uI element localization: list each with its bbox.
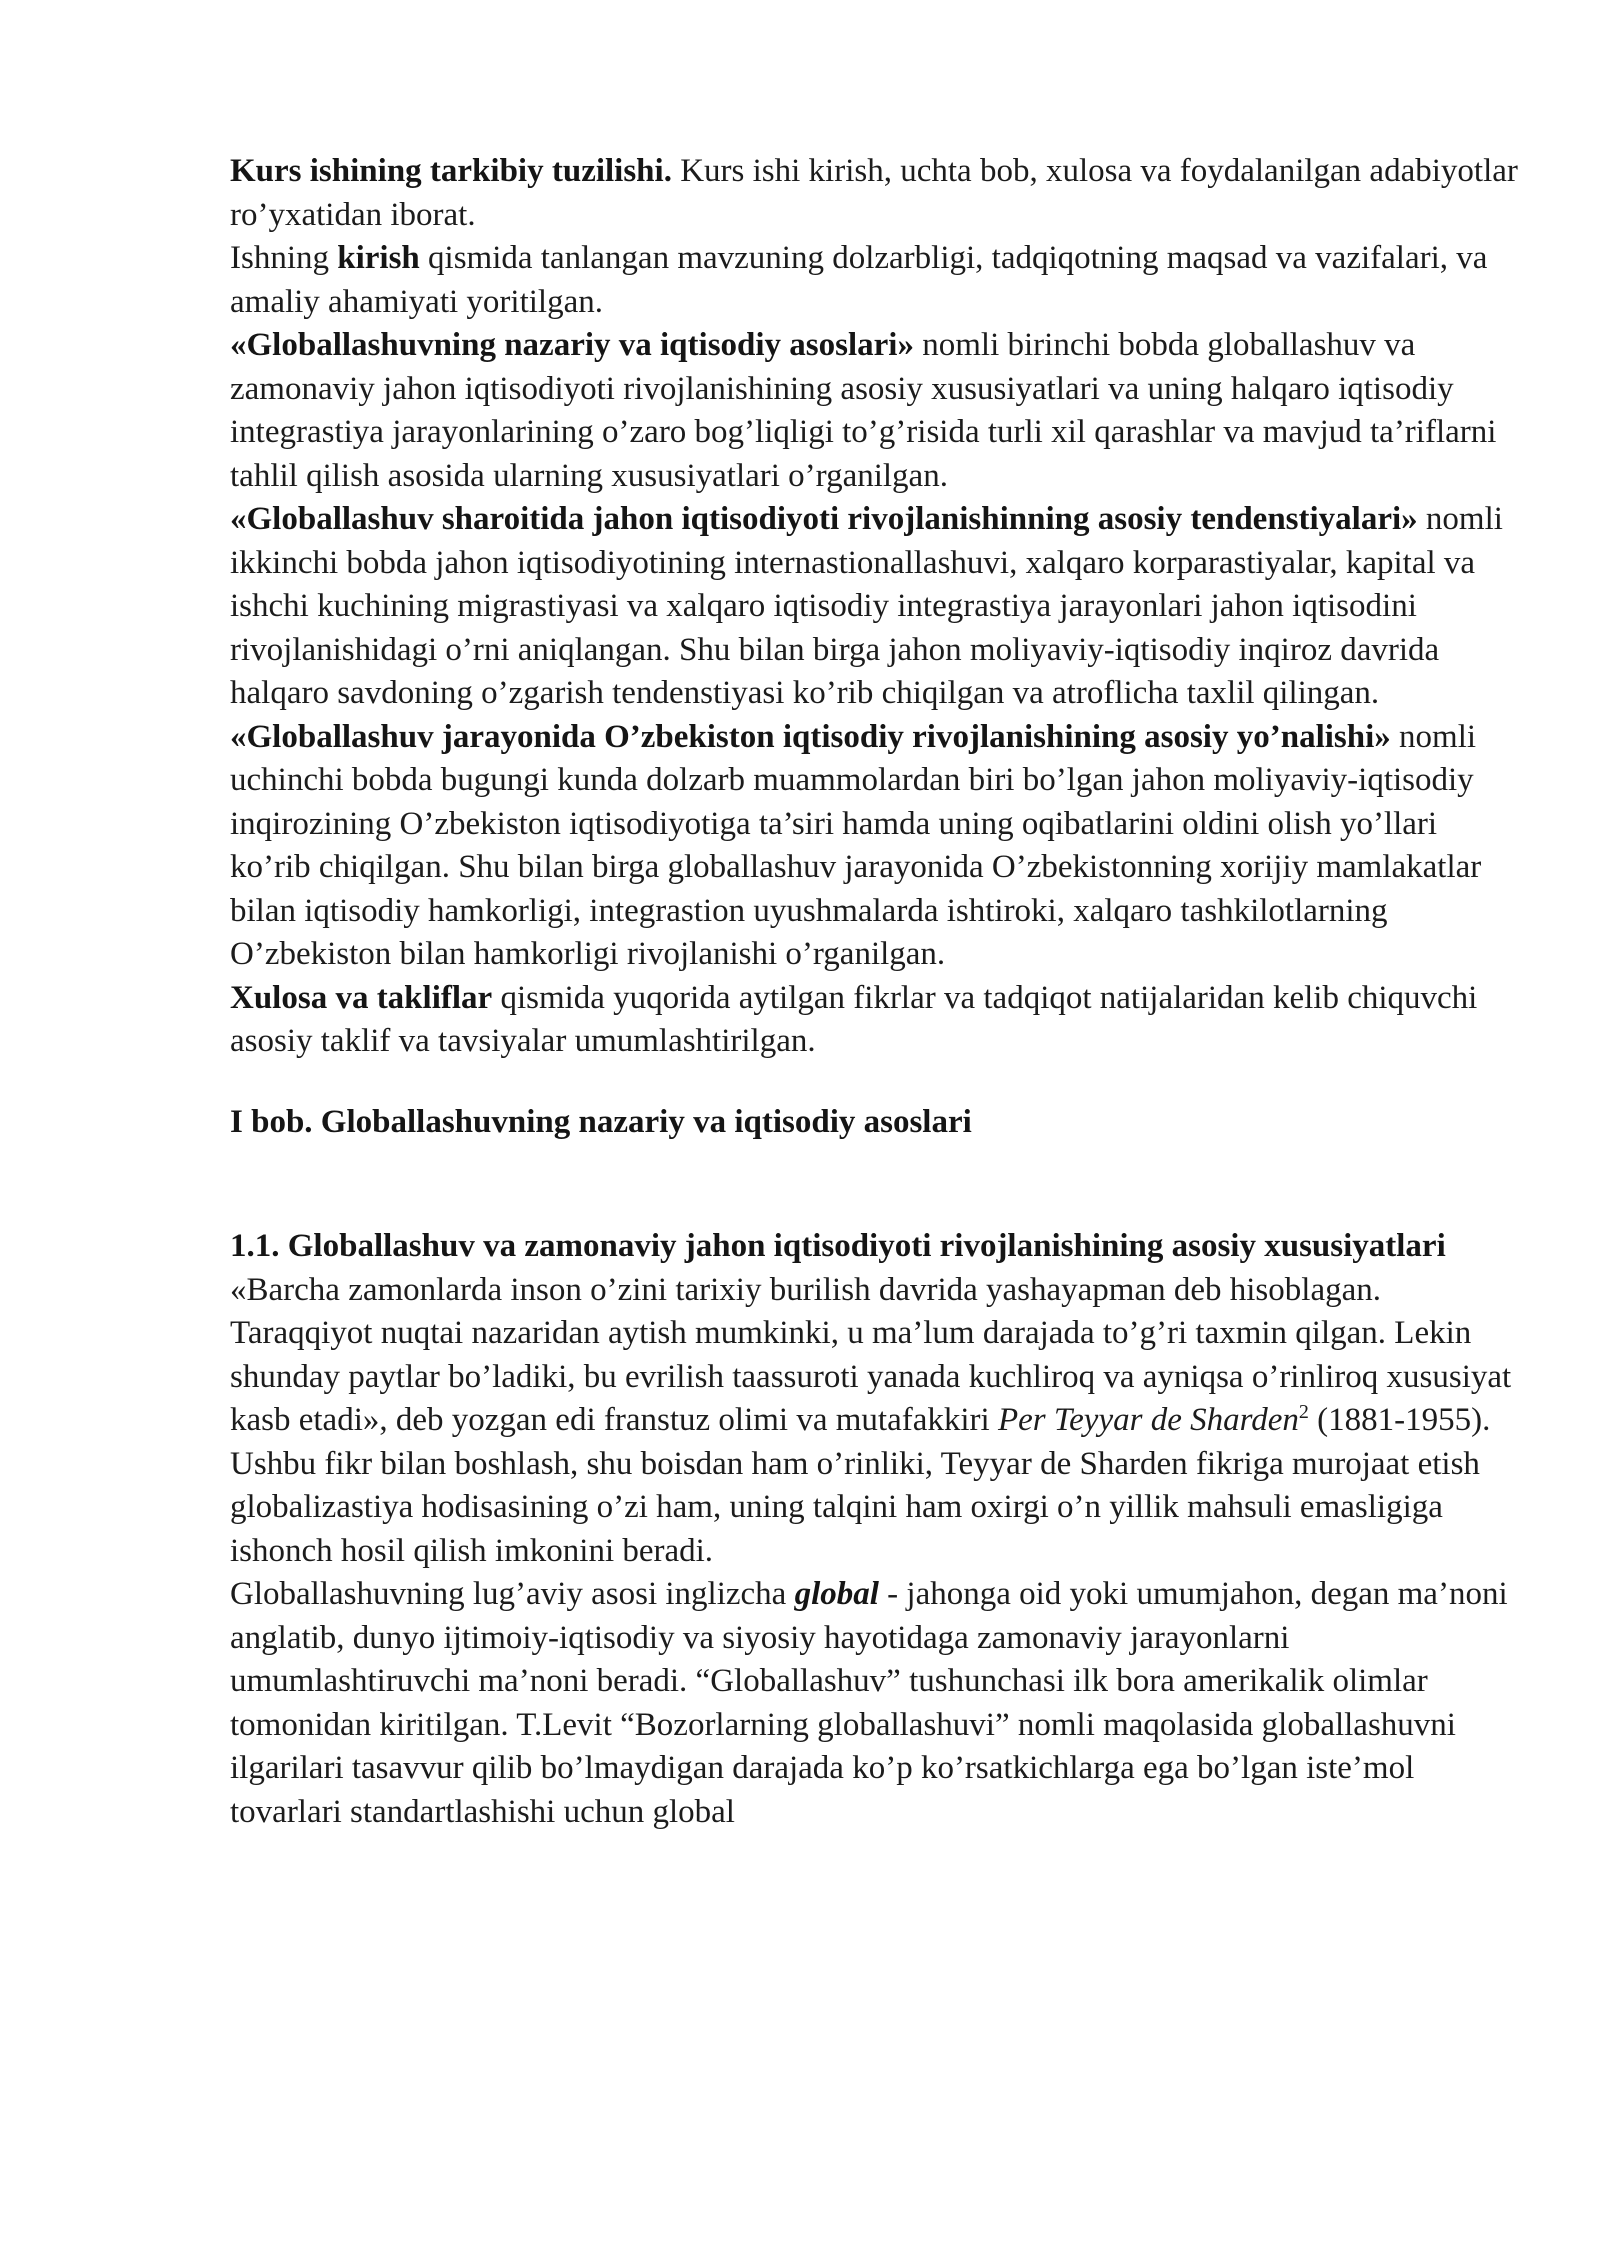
- chapter2-summary-title: «Globallashuv sharoitida jahon iqtisodiyoti rivojlanishinning asosiy tendenstiyalari»: [230, 501, 1418, 537]
- global-term-italic: global: [794, 1576, 879, 1612]
- global-post: - jahonga oid yoki umumjahon, degan ma’noni anglatib, dunyo ijtimoiy-iqtisodiy va siyosiy hayotidaga zamonaviy jarayonlarni umumlashtiruvchi ma’noni beradi. “Globallashuv” tushunchasi ilk bora amerikalik olimlar tomonidan kiritilgan. T.Levit “Bozorlarning globallashuvi” nomli maqolasida globallashuvni ilgarilari tasavvur qilib bo’lmaydigan darajada ko’p ko’rsatkichlarga ega bo’lgan iste’mol tovarlari standartlashishi uchun global: [230, 1576, 1508, 1830]
- spacer: [230, 1144, 1520, 1225]
- intro-bold: kirish: [337, 240, 420, 276]
- structure-lead: Kurs ishining tarkibiy tuzilishi.: [230, 153, 672, 189]
- chapter1-summary-paragraph: [230, 324, 1520, 498]
- quote-post: (1881-1955). Ushbu fikr bilan boshlash, shu boisdan ham o’rinliki, Teyyar de Sharden fikriga murojaat etish globalizastiya hodisasining o’zi ham, uning talqini ham oxirgi o’n yillik mahsuli emasligiga ishonch hosil qilish imkonini beradi.: [230, 1402, 1491, 1569]
- footnote-marker[interactable]: 2: [1298, 1401, 1309, 1423]
- conclusion-paragraph: [230, 977, 1520, 1064]
- chapter2-summary-paragraph: [230, 498, 1520, 716]
- global-paragraph: [230, 1573, 1520, 1834]
- chapter3-summary-paragraph: [230, 716, 1520, 977]
- document-body: [230, 150, 1520, 1834]
- chapter1-summary-title: «Globallashuvning nazariy va iqtisodiy asoslari»: [230, 327, 914, 363]
- conclusion-bold: Xulosa va takliflar: [230, 979, 493, 1016]
- chapter2-summary-text: nomli ikkinchi bobda jahon iqtisodiyotining internastionallashuvi, xalqaro korparastiyalar, kapital va ishchi kuchining migrastiyasi va xalqaro iqtisodiy integrastiya jarayonlari jahon iqtisodini rivojlanishidagi o’rni aniqlangan. Shu bilan birga jahon moliyaviy-iqtisodiy inqiroz davrida halqaro savdoning o’zgarish tendenstiyasi ko’rib chiqilgan va atroflicha taxlil qilingan.: [230, 501, 1503, 711]
- chapter1-summary-text: nomli birinchi bobda globallashuv va zamonaviy jahon iqtisodiyoti rivojlanishining asosiy xususiyatlari va uning halqaro iqtisodiy integrastiya jarayonlarining o’zaro bog’liqligi to’g’risida turli xil qarashlar va mavjud ta’riflarni tahlil qilish asosida ularning xususiyatlari o’rganilgan.: [230, 327, 1497, 494]
- structure-text: Kurs ishi kirish, uchta bob, xulosa va foydalanilgan adabiyotlar ro’yxatidan iborat.: [230, 153, 1518, 233]
- intro-post: qismida tanlangan mavzuning dolzarbligi, tadqiqotning maqsad va vazifalari, va amaliy ahamiyati yoritilgan.: [230, 240, 1488, 320]
- conclusion-text: qismida yuqorida aytilgan fikrlar va tadqiqot natijalaridan kelib chiquvchi asosiy taklif va tavsiyalar umumlashtirilgan.: [230, 979, 1478, 1059]
- section-heading: 1.1. Globallashuv va zamonaviy jahon iqtisodiyoti rivojlanishining asosiy xususiyatlari: [230, 1228, 1446, 1264]
- global-pre: Globallashuvning lug’aviy asosi inglizcha: [230, 1576, 795, 1612]
- chapter3-summary-text: nomli uchinchi bobda bugungi kunda dolzarb muammolardan biri bo’lgan jahon moliyaviy-iqtisodiy inqirozining O’zbekiston iqtisodiyotiga ta’siri hamda uning oqibatlarini oldini olish yo’llari ko’rib chiqilgan. Shu bilan birga globallashuv jarayonida O’zbekistonning xorijiy mamlakatlar bilan iqtisodiy hamkorligi, integrastion uyushmalarda ishtiroki, xalqaro tashkilotlarning O’zbekiston bilan hamkorligi rivojlanishi o’rganilgan.: [230, 718, 1482, 972]
- spacer: [230, 1064, 1520, 1101]
- structure-paragraph: [230, 150, 1520, 237]
- intro-pre: Ishning: [230, 240, 338, 276]
- quote-pre: «Barcha zamonlarda inson o’zini tarixiy burilish davrida yashayapman deb hisoblagan. Taraqqiyot nuqtai nazaridan aytish mumkinki, u ma’lum darajada to’g’ri taxmin qilgan. Lekin shunday paytlar bo’ladiki, bu evrilish taassuroti yanada kuchliroq va ayniqsa o’rinliroq xususiyat kasb etadi», deb yozgan edi franstuz olimi va mutafakkiri: [230, 1271, 1512, 1438]
- quote-paragraph: [230, 1269, 1520, 1574]
- quote-author: Per Teyyar de Sharden: [997, 1402, 1299, 1438]
- global-term: [795, 1576, 879, 1612]
- chapter-heading: I bob. Globallashuvning nazariy va iqtisodiy asoslari: [230, 1103, 972, 1140]
- chapter3-summary-title: «Globallashuv jarayonida O’zbekiston iqtisodiy rivojlanishining asosiy yo’nalishi»: [230, 718, 1391, 755]
- intro-paragraph: [230, 237, 1520, 324]
